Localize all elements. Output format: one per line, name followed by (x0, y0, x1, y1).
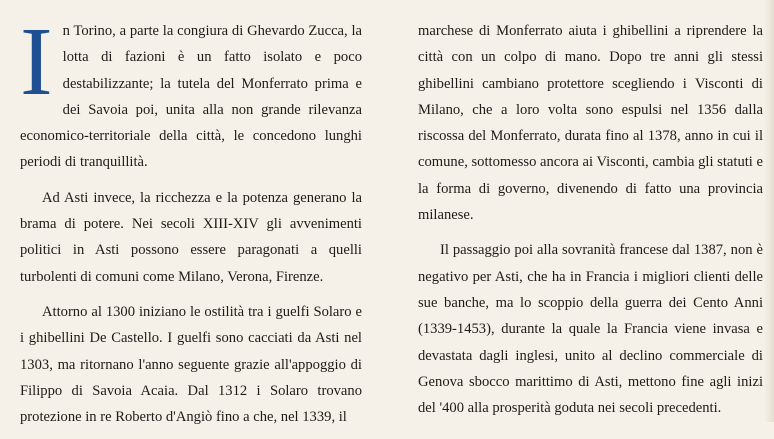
right-column (418, 18, 763, 430)
left-column (20, 8, 362, 439)
paragraph-torino-text: n Torino, a parte la congiura di Ghevardo Zucca, la lotta di fazioni è un fatto isolato e poco destabilizzante; la tutela del Monferrato prima e dei Savoia poi, unita alla non grande rilevanza economico-territoriale della città, le concedono lunghi periodi di tranquillità. (20, 23, 362, 171)
drop-cap: I (20, 8, 53, 116)
page-edge-shadow (764, 0, 774, 422)
paragraph-sovranita-francese: Il passaggio poi alla sovranità francese dal 1387, non è negativo per Asti, che ha in Francia i migliori clienti delle sue banche, ma lo scoppio della guerra dei Cento Anni (1339-1453), durante la quale la Francia viene invasa e devastata dagli inglesi, unito al declino commerciale di Genova sbocco marittimo di Asti, mettono fine agli inizi del '400 alla prosperità goduta nei secoli precedenti. (418, 242, 763, 417)
paragraph-guelfi-ghibellini: Attorno al 1300 iniziano le ostilità tra i guelfi Solaro e i ghibellini De Castello. I guelfi sono cacciati da Asti nel 1303, ma ritornano l'anno seguente grazie all'appoggio di Filippo di Savoia Acaia. Dal 1312 i Solaro trovano protezione in re Roberto d'Angiò fino a che, nel 1339, il (20, 303, 362, 426)
paragraph-monferrato-continued: marchese di Monferrato aiuta i ghibellini a riprendere la città con un colpo di mano. Dopo tre anni gli stessi ghibellini cambiano protettore scegliendo i Visconti di Milano, che a loro volta sono espulsi nel 1356 dalla riscossa del Monferrato, durata fino al 1378, anno in cui il comune, sottomesso ancora ai Visconti, cambia gli statuti e la forma di governo, divenendo di fatto una provincia milanese. (418, 23, 763, 224)
paragraph-asti: Ad Asti invece, la ricchezza e la potenza generano la brama di potere. Nei secoli XIII-XIV gli avvenimenti politici in Asti possono essere paragonati a quelli turbolenti di comuni come Milano, Verona, Firenze. (20, 189, 362, 285)
paragraph-torino (20, 8, 362, 176)
